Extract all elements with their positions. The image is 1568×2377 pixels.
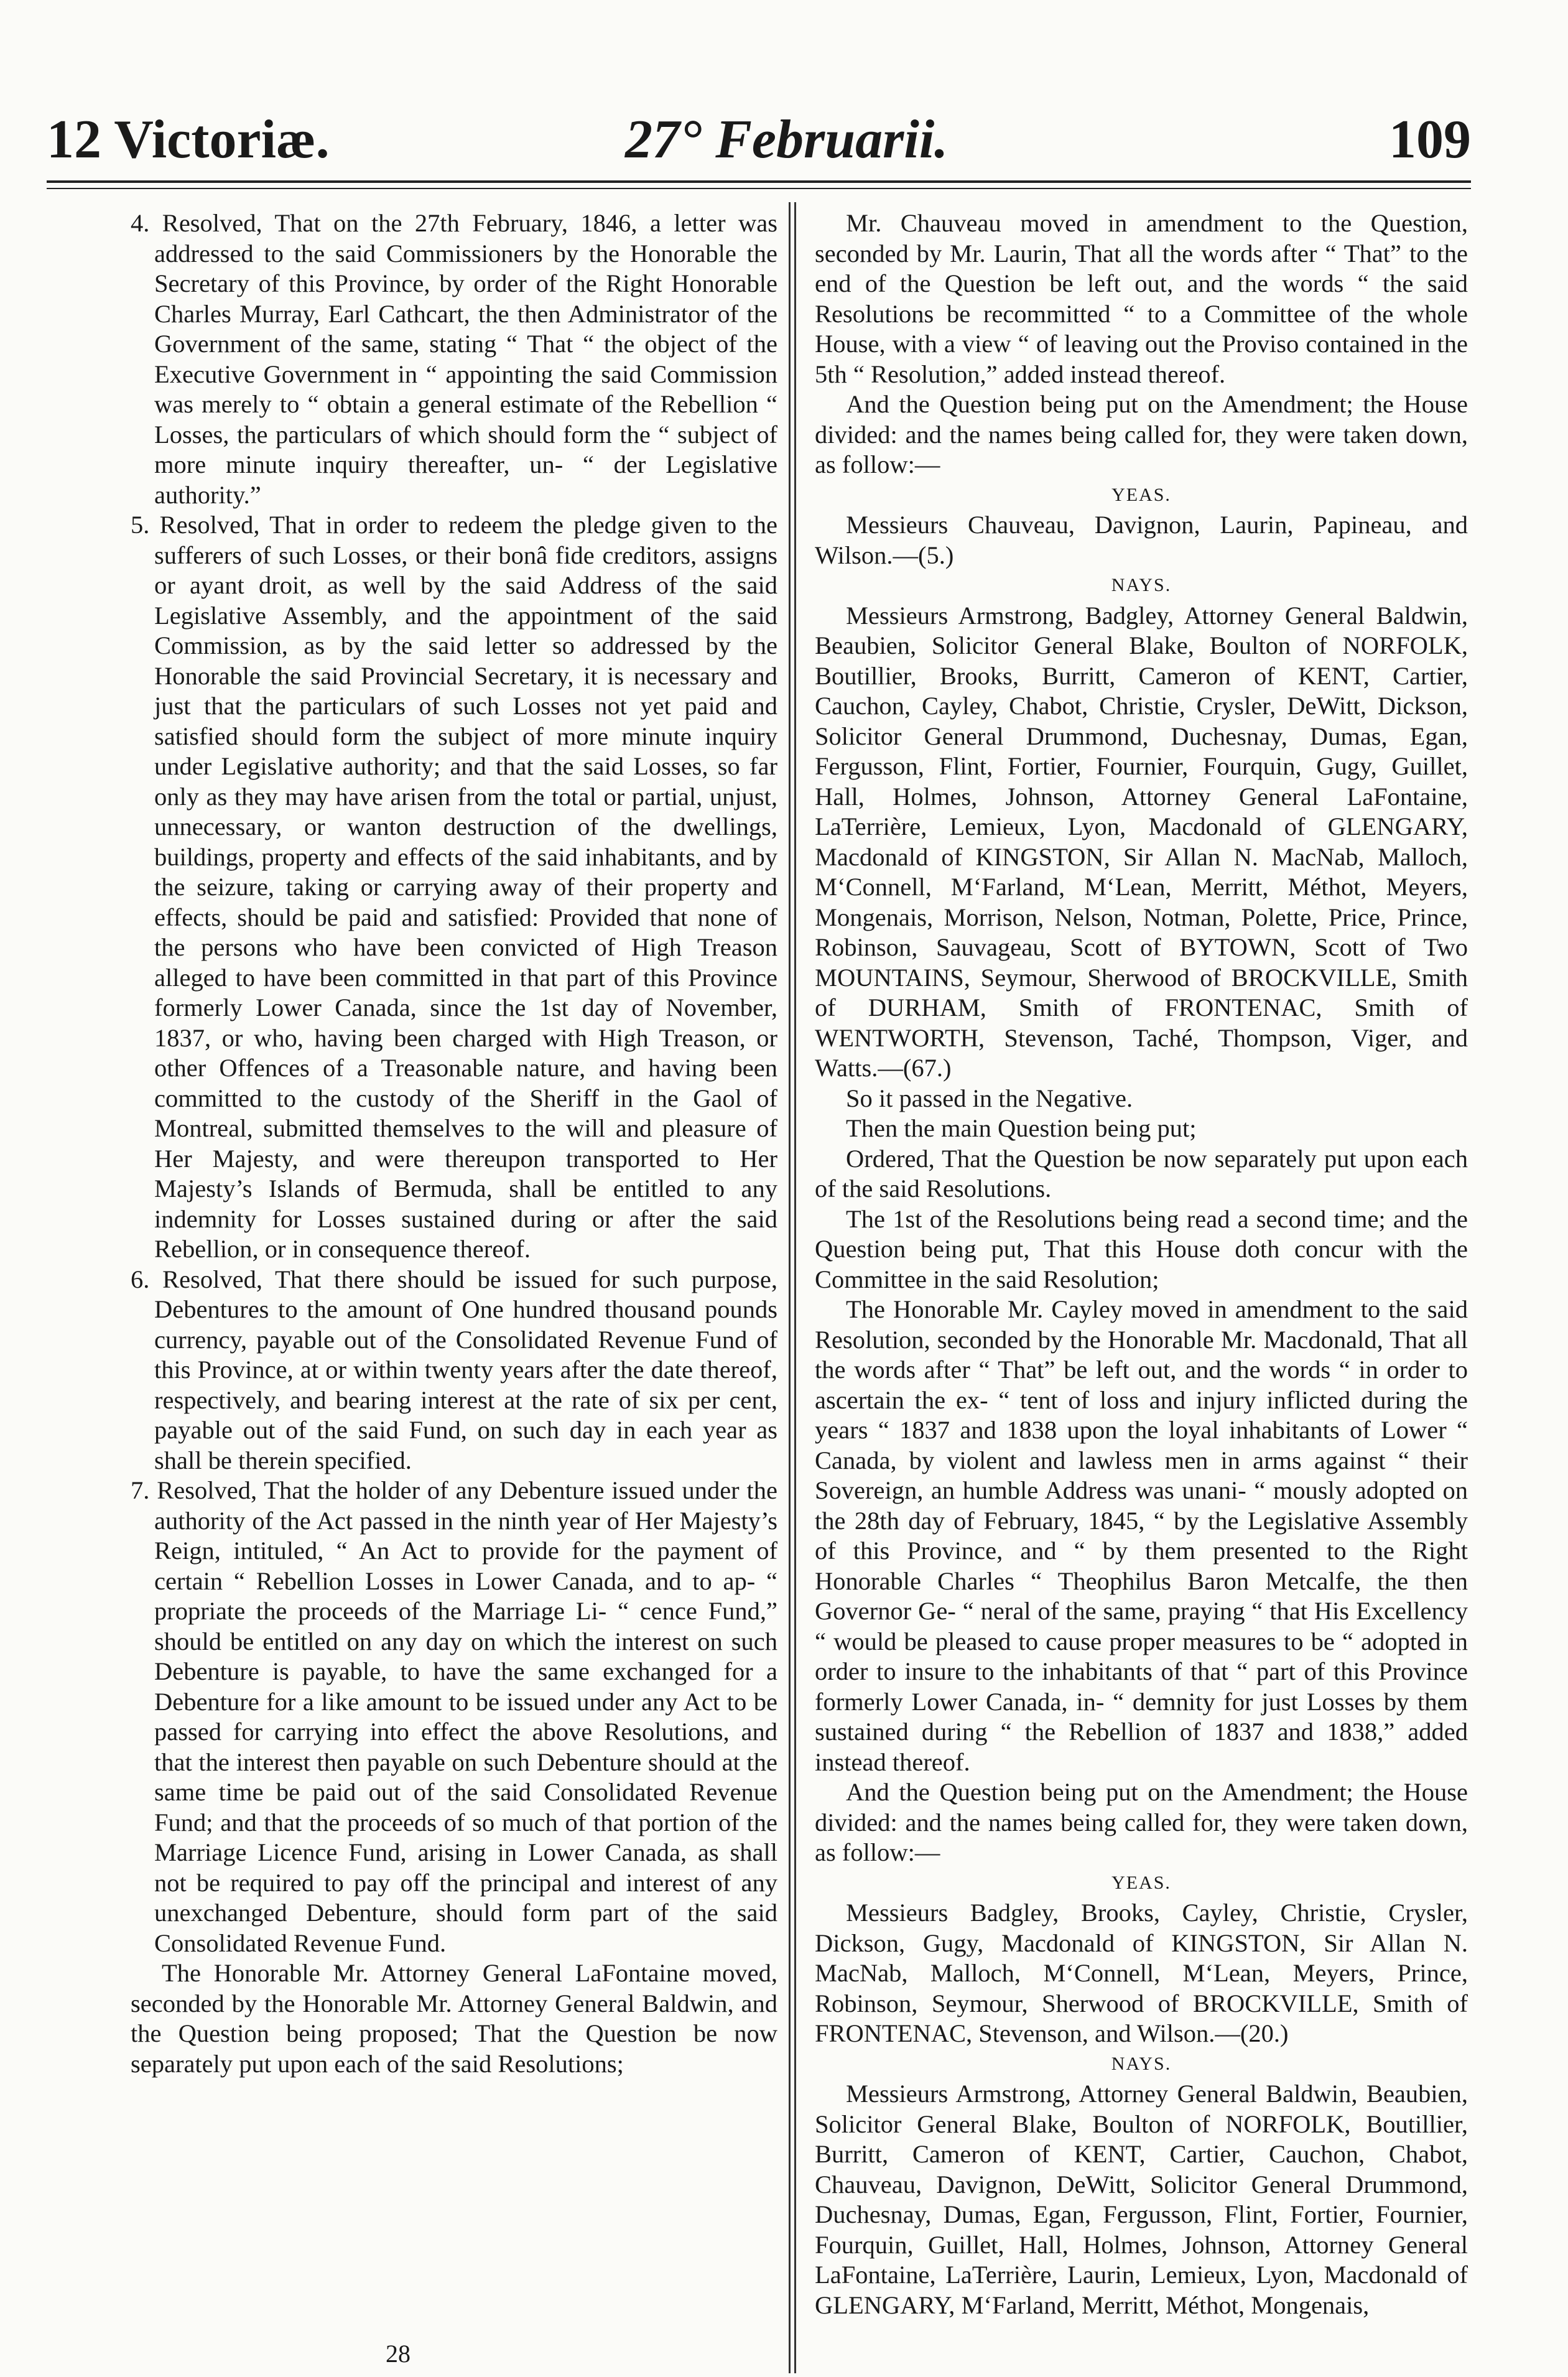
cayley-amendment: The Honorable Mr. Cayley moved in amendment to the said Resolution, seconded by the Honorable Mr. Macdonald, That all the words after “ That” be left out, and the words “ in order to ascertain the ex- “ tent of loss and injury inflicted during the years “ 1837 and 1838 upon the loyal inhabitants of Lower “ Canada, by violent and lawless men in arms against “ their Sovereign, an humble Address was unani- “ mously adopted on the 28th day of February, 1845, “ by the Legislative Assembly of this Province, and “ by them presented to the Right Honorable Charles “ Theophilus Baron Metcalfe, the then Governor Ge- “ neral of the same, praying “ that His Excellency “ would be pleased to cause proper measures to be “ adopted in order to insure to the inhabitants of that “ part of this Province formerly Lower Canada, in- “ demnity for just Losses by them sustained during “ the Rebellion of 1837 and 1838,” added instead thereof.	[815, 1295, 1468, 1776]
right-column	[815, 208, 1468, 2320]
yeas-heading: YEAS.	[1111, 484, 1171, 505]
division-paragraph: And the Question being put on the Amendment; the House divided: and the names being called for, they were taken down, as follow:—	[815, 390, 1468, 478]
yeas-heading-2: YEAS.	[1111, 1872, 1171, 1893]
folio-mark: 28	[386, 2340, 411, 2368]
column-divider-left	[789, 202, 791, 2373]
running-header	[47, 109, 1471, 177]
left-column	[131, 208, 777, 2079]
resolution-7: 7. Resolved, That the holder of any Debenture issued under the authority of the Act passed in the ninth year of Her Majesty’s Reign, intituled, “ An Act to provide for the payment of certain “ Rebellion Losses in Lower Canada, and to ap- “ propriate the proceeds of the Marriage Li- “ cence Fund,” should be entitled on any day on which the interest on such Debenture is payable, to have the same exchanged for a Debenture for a like amount to be issued under any Act to be passed for carrying into effect the above Resolutions, and that the interest then payable on such Debenture should at the same time be paid out of the said Consolidated Revenue Fund; and that the proceeds of so much of that portion of the Marriage Licence Fund, arising in Lower Canada, as shall not be required to pay off the principal and interest of any unexchanged Debenture, should form part of the said Consolidated Revenue Fund.	[131, 1476, 777, 1957]
page-number: 109	[1389, 109, 1471, 170]
resolution-5: 5. Resolved, That in order to redeem the pledge given to the sufferers of such Losses, or their bonâ fide creditors, assigns or ayant droit, as well by the said Address of the said Legislative Assembly, and the appointment of the said Commission, as by the said letter so addressed by the Honorable the said Provincial Secretary, it is necessary and just that the particulars of such Losses not yet paid and satisfied should form the subject of more minute inquiry under Legislative authority; and that the said Losses, so far only as they may have arisen from the total or partial, unjust, unnecessary, or wanton destruction of the dwellings, buildings, property and effects of the said inhabitants, and by the seizure, taking or carrying away of their property and effects, should be paid and satisfied: Provided that none of the persons who have been convicted of High Treason alleged to have been committed in that part of this Province formerly Lower Canada, since the 1st day of November, 1837, or who, having been charged with High Treason, or other Offences of a Treasonable nature, and having been committed to the custody of the Sheriff in the Gaol of Montreal, submitted themselves to the will and pleasure of Her Majesty, and were thereupon transported to Her Majesty’s Islands of Bermuda, shall be entitled to any indemnity for Losses sustained during or after the said Rebellion, or in consequence thereof.	[131, 511, 777, 1263]
yeas-list-2: Messieurs Badgley, Brooks, Cayley, Christie, Crysler, Dickson, Gugy, Macdonald of KINGSTON, Sir Allan N. MacNab, Malloch, M‘Connell, M‘Lean, Meyers, Prince, Robinson, Seymour, Sherwood of BROCKVILLE, Smith of FRONTENAC, Stevenson, and Wilson.—(20.)	[815, 1899, 1468, 2047]
header-rule-thin	[47, 188, 1471, 189]
ordered-paragraph: Ordered, That the Question be now separately put upon each of the said Resolutions.	[815, 1144, 1468, 1202]
yeas-list: Messieurs Chauveau, Davignon, Laurin, Papineau, and Wilson.—(5.)	[815, 511, 1468, 569]
nays-heading: NAYS.	[1111, 575, 1172, 595]
amendment-paragraph: Mr. Chauveau moved in amendment to the Question, seconded by Mr. Laurin, That all the words after “ That” to the end of the Question be left out, and the words “ the said Resolutions be recommitted “ to a Committee of the whole House, with a view “ of leaving out the Proviso contained in the 5th “ Resolution,” added instead thereof.	[815, 209, 1468, 388]
first-resolution-paragraph: The 1st of the Resolutions being read a second time; and the Question being put, That this House doth concur with the Committee in the said Resolution;	[815, 1204, 1468, 1293]
motion-paragraph: The Honorable Mr. Attorney General LaFontaine moved, seconded by the Honorable Mr. Attorney General Baldwin, and the Question being proposed; That the Question be now separately put upon each of the said Resolutions;	[131, 1959, 777, 2078]
column-divider-right	[794, 202, 796, 2373]
resolution-6: 6. Resolved, That there should be issued for such purpose, Debentures to the amount of One hundred thousand pounds currency, payable out of the Consolidated Revenue Fund of this Province, at or within twenty years after the date thereof, respectively, and bearing interest at the rate of six per cent, payable out of the said Fund, on such day in each year as shall be therein specified.	[131, 1265, 777, 1474]
nays-list: Messieurs Armstrong, Badgley, Attorney General Baldwin, Beaubien, Solicitor General Blake, Boulton of NORFOLK, Boutillier, Brooks, Burritt, Cameron of KENT, Cartier, Cauchon, Cayley, Chabot, Christie, Crysler, DeWitt, Dickson, Solicitor General Drummond, Duchesnay, Dumas, Egan, Fergusson, Flint, Fortier, Fournier, Fourquin, Gugy, Guillet, Hall, Holmes, Johnson, Attorney General LaFontaine, LaTerrière, Lemieux, Lyon, Macdonald of GLENGARY, Macdonald of KINGSTON, Sir Allan N. MacNab, Malloch, M‘Connell, M‘Farland, M‘Lean, Merritt, Méthot, Meyers, Mongenais, Morrison, Nelson, Notman, Polette, Price, Prince, Robinson, Sauvageau, Scott of BYTOWN, Scott of Two MOUNTAINS, Seymour, Sherwood of BROCKVILLE, Smith of DURHAM, Smith of FRONTENAC, Smith of WENTWORTH, Stevenson, Taché, Thompson, Viger, and Watts.—(67.)	[815, 601, 1468, 1082]
negative-result: So it passed in the Negative.	[846, 1084, 1133, 1112]
second-division-paragraph: And the Question being put on the Amendment; the House divided: and the names being called for, they were taken down, as follow:—	[815, 1778, 1468, 1866]
header-rule-thick	[47, 180, 1471, 183]
nays-list-2: Messieurs Armstrong, Attorney General Baldwin, Beaubien, Solicitor General Blake, Boulton of NORFOLK, Boutillier, Burritt, Cameron of KENT, Cartier, Cauchon, Chabot, Chauveau, Davignon, DeWitt, Solicitor General Drummond, Duchesnay, Dumas, Egan, Fergusson, Flint, Fortier, Fournier, Fourquin, Guillet, Hall, Holmes, Johnson, Attorney General LaFontaine, LaTerrière, Laurin, Lemieux, Lyon, Macdonald of GLENGARY, M‘Farland, Merritt, Méthot, Mongenais,	[815, 2080, 1468, 2319]
session-title: 12 Victoriæ.	[47, 109, 330, 170]
resolution-4: 4. Resolved, That on the 27th February, 1846, a letter was addressed to the said Commissioners by the Honorable the Secretary of this Province, by order of the Right Honorable Charles Murray, Earl Cathcart, the then Administrator of the Government of the same, stating “ That “ the object of the Executive Government in “ appointing the said Commission was merely to “ obtain a general estimate of the Rebellion “ Losses, the particulars of which should form the “ subject of more minute inquiry thereafter, un- “ der Legislative authority.”	[131, 209, 777, 509]
main-question: Then the main Question being put;	[846, 1114, 1197, 1142]
date-title: 27° Februarii.	[625, 109, 949, 170]
nays-heading-2: NAYS.	[1111, 2053, 1172, 2074]
